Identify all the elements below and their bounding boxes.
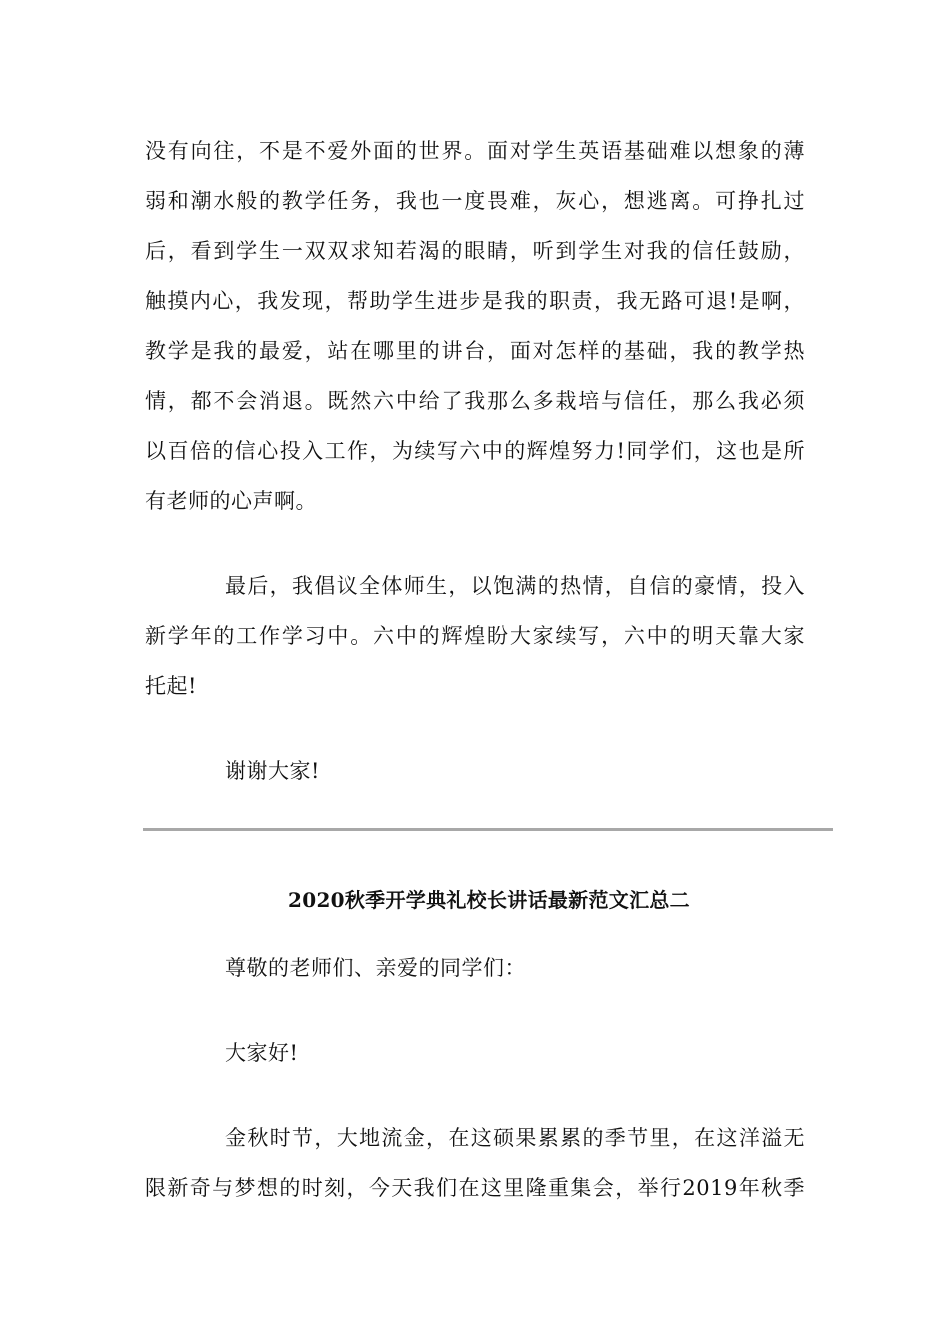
section-title: 2020秋季开学典礼校长讲话最新范文汇总二 [288, 888, 690, 912]
paragraph-2-line-3: 托起! [145, 674, 197, 698]
greeting-text: 大家好! [225, 1041, 299, 1065]
paragraph-1-line-5: 教学是我的最爱，站在哪里的讲台，面对怎样的基础，我的教学热 [145, 339, 805, 363]
paragraph-1-line-8: 有老师的心声啊。 [145, 489, 317, 513]
paragraph-2-line-1: 最后，我倡议全体师生，以饱满的热情，自信的豪情，投入 [225, 574, 805, 598]
paragraph-1-line-4: 触摸内心，我发现，帮助学生进步是我的职责，我无路可退!是啊， [145, 289, 805, 313]
salutation-text: 尊敬的老师们、亲爱的同学们： [225, 956, 526, 980]
paragraph-1-line-6: 情，都不会消退。既然六中给了我那么多栽培与信任，那么我必须 [145, 389, 805, 413]
paragraph-3-line-1: 金秋时节，大地流金，在这硕果累累的季节里，在这洋溢无 [225, 1126, 805, 1150]
section-divider [143, 828, 833, 831]
paragraph-1-line-1: 没有向往，不是不爱外面的世界。面对学生英语基础难以想象的薄 [145, 139, 805, 163]
paragraph-1-line-2: 弱和潮水般的教学任务，我也一度畏难，灰心，想逃离。可挣扎过 [145, 189, 805, 213]
paragraph-1-line-7: 以百倍的信心投入工作，为续写六中的辉煌努力!同学们，这也是所 [145, 439, 805, 463]
paragraph-2-line-2: 新学年的工作学习中。六中的辉煌盼大家续写，六中的明天靠大家 [145, 624, 805, 648]
paragraph-1-line-3: 后，看到学生一双双求知若渴的眼睛，听到学生对我的信任鼓励， [145, 239, 805, 263]
closing-text: 谢谢大家! [225, 759, 320, 783]
paragraph-3-line-2: 限新奇与梦想的时刻，今天我们在这里隆重集会，举行2019年秋季 [145, 1176, 805, 1200]
